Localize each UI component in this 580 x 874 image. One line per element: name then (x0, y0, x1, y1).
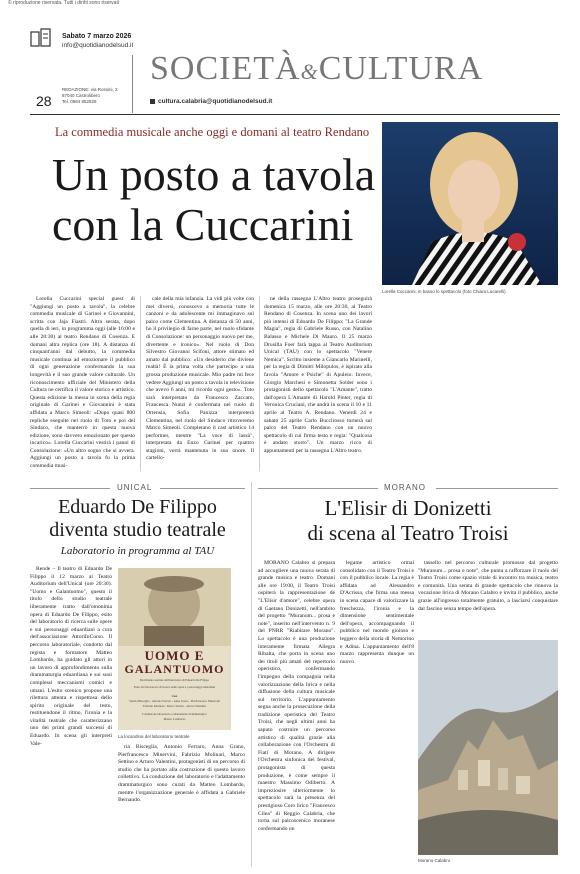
article-text: Lorella Cuccarini special guest di "Aggiungi un posto a tavola", la celebre commedia musicale di Garinei e Giovannini, scritta con Jaja Fiastri. Altra serata, dopo quella di ieri, in programma oggi (alle 16:00 e alle 20:30) al teatro Rendano di Cosenza. E domani altra replica (ore 18). A distanza di cinquant'anni dal debutto, la commedia musicale continua ad emozionare il pubblico di ogni generazione confermando la sua longevità e il suo grande valore culturale. Un riconoscimento ufficiale del Ministero della Cultura ne certifica il valore storico e artistico. Questa edizione la messa in scena della regia originale di Garinei e Giovannini è stata affidata a Marco Simeoli: «Dopo quasi 800 repliche eseguite nel ruolo di Toto e poi del Sindaco, che manterrò in questa nuova edizione, sono davvero emozionato per questo incarico». Lorella Cuccarini vestirà i panni di Consolazione: «Un altro sogno che si avvera. Aggiungi un posto a tavola fu la prima commedia musi- (30, 296, 135, 470)
header-divider (132, 55, 133, 113)
section-title (150, 50, 483, 88)
poster-caption: La locandina del laboratorio teatrale (118, 734, 190, 739)
story3-column-3 (418, 560, 558, 638)
story3-column-2 (340, 560, 414, 865)
poster-line: Conduzione laboratorio e adattamento drammaturgico (142, 712, 207, 716)
section-email[interactable] (150, 98, 272, 105)
section-divider (251, 482, 252, 867)
poster-line: Esito del laboratorio di ricerca sulle opere e i personaggi eduardiani (133, 685, 216, 689)
poster-line: Movimento teatrale dell'intervento di Eduardo De Filippo (139, 678, 210, 682)
article-text: ne della rassegna L'Altro teatro proseguirà domenica 15 marzo, alle ore 20:30, al Teatro Rendano di Cosenza. In scena uno dei lavori più intensi di Edoardo De Filippo: "La Grande Magia", regia di Gabriele Russo, con Natalino Balasso e Michele Di Mauro. Il 25 marzo Drusilla Foer farà tappa al Teatro Auditorium Unical (TAU) con lo spettacolo "Venere Nemica". Scritto insieme a Giancarlo Marinelli, per la regia di Dimitri Milopulos, è ispirato alla favola "Amore e Psiche" di Apuleio. Invece, Giorgio Marchesi e Simonetta Solder sono i protagonisti dello spettacolo "L'Amante", tratto dall'opera L'Amante di Harold Pinter, regia di Veronica Cruciani, che andrà in scena il 10 e 11 aprile al Teatro A. Rendano. Venerdì 24 e sabato 25 aprile Carlo Buccirosso tornerà sul palco del Teatro Rendano con un nuovo spettacolo di cui firma testo e regia: "Qualcosa è andato storto". Un marzo ricco di appuntamenti per la rassegna L'Altro teatro. (264, 296, 372, 454)
article-text: cale della mia infanzia. La vidi più volte con mei diversi, conoscevo a memoria tutte le canzoni e da adolescente mi immaginavo sul palco come Clementina. A distanza di 50 anni, ho il privilegio di farne parte, nel ruolo sfidante di Consolazione: un personaggio nuovo per me, divertente e ironico». Nel ruolo di Don Silvestro Giovanni Scifoni, attore stimato ed amato dal pubblico: «Un desiderio che diviene realtà! È la prima volta che partecipo a una grossa produzione musicale. Mio padre mi fece vedere Aggiungi un posto a tavola in televisione che avevo 6 anni, mi ricordo ogni gesto». Toto sarà interpretato da Francesco Zaccaro, Francesca Nunzi è confermata nel ruolo di Ortensia, Sofia Panizza interpreterà Clementina, nel ruolo del Sindaco ritroveremo Marco Simeoli. Completano il cast artistico 14 performer, mentre "La voce di lassù", interpretata da Enzo Garinei per quattro stagioni, verrà mantenuta in suo onore. Il cartello- (146, 296, 254, 462)
article-text: MORANO Calabro si prepara ad accogliere una nuova serata di grande musica e teatro. Domani alle ore 19:00, il Teatro Troisi ospiterà la rappresentazione de "L'Elisir d'amore", celebre opera di Gaetano Donizetti, nell'ambito del progetto "Muranum... prosa e note", inserito nell'intervento n. 9 del PNRR "Riabitare Morano". Lo spettacolo è una produzione interamente firmata Allegra Ribalta, che porta in scena uno dei titoli più amati del repertorio operistico, confermando l'impegno della compagnia nella valorizzazione della lirica e nella diffusione della cultura musicale sul territorio. L'appuntamento segna anche la prosecuzione della tradizione operistica del Teatro Troisi, che negli ultimi anni ha saputo costruire un percorso artistico di qualità grazie alla collaborazione con l'Orchestra di Fiati di Morano. A dirigere l'Orchestra sinfonica dei festival, protagonista di questa produzione, è come sempre il maestro Massimo Odiberto. A impreziosire ulteriormente lo spettacolo sarà la presenza del prestigioso Coro lirico "Francesco Cilea" di Reggio Calabria, che torna sul palcoscenico moranese confermando un (258, 560, 335, 832)
poster-line: Cast (171, 694, 178, 698)
column-divider (140, 296, 141, 471)
story2-column-1 (30, 566, 112, 866)
edition-date: Sabato 7 marzo 2026 (62, 33, 132, 40)
masthead-email[interactable]: info@quotidianodelsud.it (62, 42, 134, 49)
story3-column-1 (258, 560, 335, 865)
main-headline (52, 150, 375, 250)
story2-headline (30, 496, 245, 542)
theatre-poster (118, 568, 231, 730)
headline-line: diventa studio teatrale (49, 519, 226, 541)
section-amp: & (300, 59, 319, 84)
section-part: CULTURA (318, 50, 484, 87)
story-tag: MORANO (384, 483, 426, 492)
poster-line: Matteo Lombardo (163, 717, 186, 721)
morano-photo-caption: Morano Calabro (418, 858, 451, 863)
story2-subhead: Laboratorio in programma al TAU (60, 545, 215, 557)
square-bullet-icon (150, 99, 155, 104)
story2-column-3 (118, 744, 245, 864)
poster-line: Fabrizio Molinari - Marco Settino - Arturo Valentini (143, 704, 206, 708)
headline-line: Un posto a tavola (52, 149, 376, 200)
poster-line: Valeria Bisceglia - Antonio Ferraro - Anna Grano - Pierfrancesco Minervini (129, 699, 220, 703)
tag-rule (160, 488, 245, 489)
page-number: 28 (36, 93, 52, 109)
main-column-2 (146, 296, 254, 471)
article-text: tassello nel percorso culturale promosso dal progetto "Muranum... prosa e note", che punta a rafforzare il ruolo del Teatro Troisi come spazio vitale di incontro tra musica, teatro e comunità. Una serata di grande spettacolo che rinnova la vocazione lirica di Morano Calabro e invita il pubblico, anche grazie all'ingresso totalmente gratuito, a lasciarsi conquistare dal fascino senza tempo dell'opera. (418, 560, 558, 612)
poster-title: GALANTUOMO (124, 662, 225, 676)
reproduction-note: © riproduzione riservata. Tutti i diritti sono riservati (8, 0, 119, 6)
headline-line: di scena al Teatro Troisi (307, 521, 509, 545)
tag-rule (258, 488, 378, 489)
photo-caption: Lorella Cuccarini, in basso lo spettacolo (foto Chiara Lucarelli) (382, 289, 506, 294)
newspaper-logo-icon (30, 28, 52, 48)
section-part: SOCIETÀ (150, 50, 301, 87)
article-text: ria Bisceglia, Antonio Ferraro, Anna Grano, Pierfrancesco Minervini, Fabrizio Molinari, Marco Settino e Arturo Valentini, protagonisti di un percorso di studio che ha portato alla costruzione di questo lavoro collettivo. La conduzione del laboratorio e l'adattamento drammaturgico sono curati da Matteo Lombardo, mentre l'organizzazione generale è affidata a Gabriele Bernaudo. (118, 744, 245, 804)
cuccarini-photo (382, 122, 558, 285)
article-text: Rende – Il teatro di Eduardo De Filippo il 12 marzo al Teatro Auditorium dell'Unical (ore 20:30). "Uomo e Galantuomo", questo il titolo dello studio teatrale liberamente tratto dall'omonima opera di Eduardo De Filippo, esito del laboratorio di ricerca sulle opere e sui personaggi eduardiani a cura dell'associazione AttoriInCorso. Il percorso laboratoriale, condotto dal regista e formatore Matteo Lombardo, ha guidato gli attori in un lavoro di approfondimento sulla drammaturgia eduardiana e sui suoi complessi meccanismi comici e umani. L'esito scenico propone una rilettura attenta e rispettosa dello spirito originale del testo, restituendone il ritmo, l'ironia e la vitalità teatrale che caratterizzano uno dei primi grandi successi di Eduardo. In scena gli interpreti Vale- (30, 566, 112, 747)
story3-headline (258, 496, 558, 546)
redazione-info (62, 87, 118, 105)
column-divider (259, 296, 260, 471)
redazione-line: REDAZIONE: via Rossini, 2 (62, 87, 118, 92)
article-text: legame artistico ormai consolidato con il Teatro Troisi e con il pubblico locale. La regia è affidata ad Alessandro D'Acrissa, che firma una messa in scena capace di valorizzare la freschezza, l'ironia e la dimensione sentimentale dell'opera, accompagnando il pubblico nel mondo gioioso e leggero della storia di Nemorino e Adina. L'appuntamento dell'8 marzo rappresenta dunque un nuovo (340, 560, 414, 665)
main-kicker: La commedia musicale anche oggi e domani al teatro Rendano (55, 125, 370, 139)
headline-line: con la Cuccarini (52, 199, 354, 250)
section-email-text: cultura.calabria@quotidianodelsud.it (158, 98, 273, 105)
tag-rule (30, 488, 110, 489)
header-rule (30, 114, 560, 115)
main-column-3 (264, 296, 372, 471)
main-column-1 (30, 296, 135, 471)
redazione-line: Tel. 0984 852828 (62, 99, 97, 104)
headline-line: Eduardo De Filippo (58, 496, 217, 518)
story-tag: UNICAL (117, 483, 153, 492)
redazione-line: 87040 Castrolibero (62, 93, 101, 98)
poster-title: UOMO E (144, 648, 205, 663)
main-column-4 (382, 296, 558, 471)
headline-line: L'Elisir di Donizetti (324, 496, 492, 520)
tag-rule (436, 488, 558, 489)
morano-photo (418, 640, 558, 855)
